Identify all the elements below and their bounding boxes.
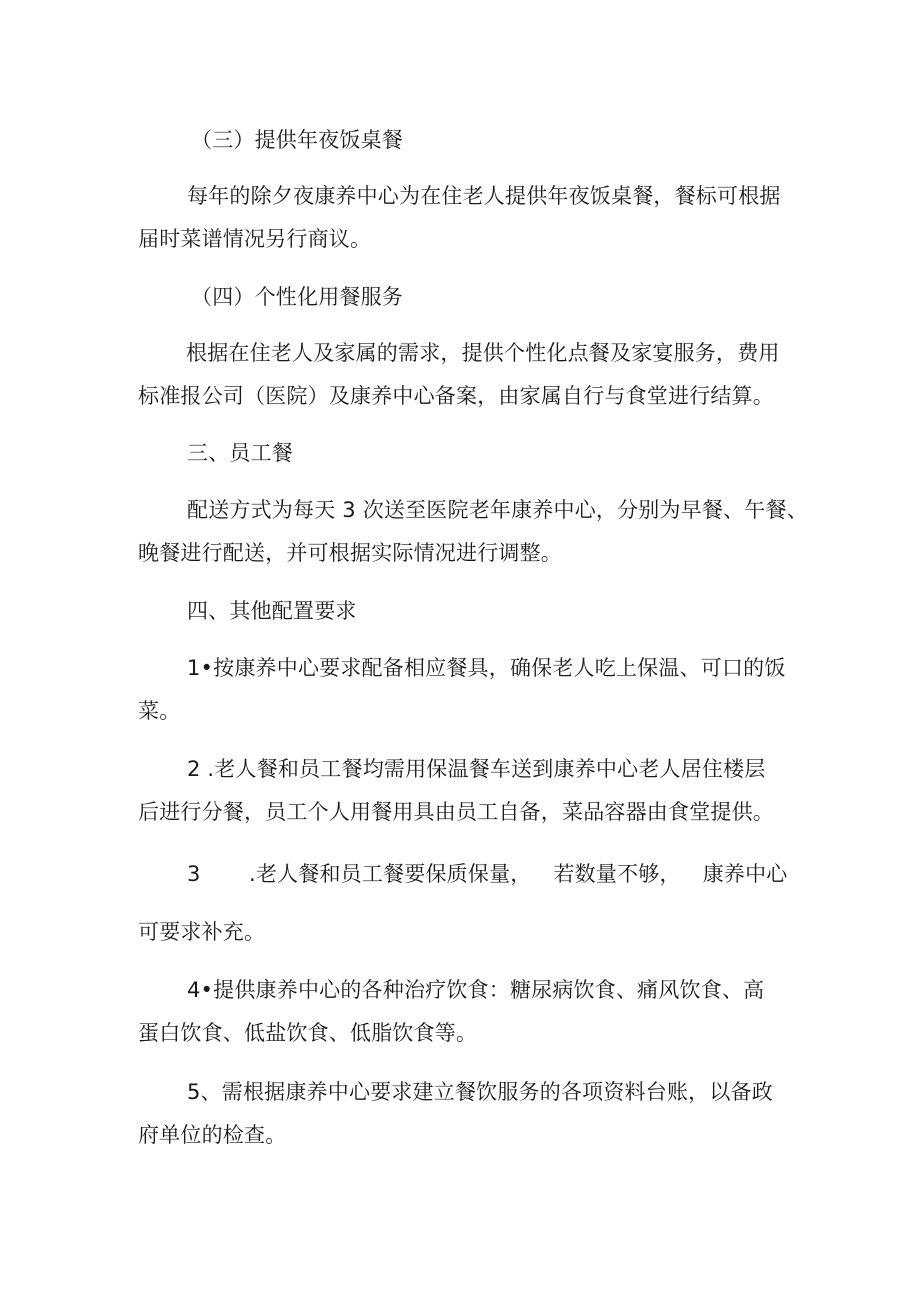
section-4-heading: （四）个性化用餐服务 [191, 285, 403, 309]
item-3-line-2: 可要求补充。 [138, 920, 266, 944]
item-3-line-1 [187, 860, 788, 888]
item-1-line-2: 菜。 [138, 699, 181, 723]
section-3-heading: （三）提供年夜饭桌餐 [191, 128, 403, 152]
item-4-line-2: 蛋白饮食、低盐饮食、低脂饮食等。 [138, 1021, 478, 1045]
section-3-paragraph-line-1: 每年的除夕夜康养中心为在住老人提供年夜饭桌餐，餐标可根据 [187, 184, 781, 208]
part-4-heading: 四、其他配置要求 [187, 599, 357, 623]
section-4-paragraph-line-1: 根据在住老人及家属的需求，提供个性化点餐及家宴服务，费用 [186, 341, 780, 365]
item-2-line-1: 2 .老人餐和员工餐均需用保温餐车送到康养中心老人居住楼层 [187, 757, 766, 781]
part-3-heading: 三、员工餐 [187, 441, 293, 465]
item-5-line-1: 5、需根据康养中心要求建立餐饮服务的各项资料台账，以备政 [187, 1080, 773, 1104]
item-3-text-c: 康养中心 [702, 862, 788, 886]
section-4-paragraph-line-2: 标准报公司（医院）及康养中心备案，由家属自行与食堂进行结算。 [138, 384, 774, 408]
part-3-paragraph-line-2: 晚餐进行配送，并可根据实际情况进行调整。 [138, 541, 562, 565]
item-2-line-2: 后进行分餐，员工个人用餐用具由员工自备，菜品容器由食堂提供。 [138, 800, 774, 824]
item-3-number: 3 [187, 862, 201, 886]
item-4-line-1: 4•提供康养中心的各种治疗饮食：糖尿病饮食、痛风饮食、高 [187, 978, 765, 1002]
item-3-text-b: 若数量不够， [553, 862, 681, 886]
section-3-paragraph-line-2: 届时菜谱情况另行商议。 [138, 227, 372, 251]
item-1-line-1: 1•按康养中心要求配备相应餐具，确保老人吃上保温、可口的饭 [187, 656, 786, 680]
part-3-paragraph-line-1: 配送方式为每天 3 次送至医院老年康养中心，分别为早餐、午餐、 [187, 498, 808, 522]
item-3-text-a: .老人餐和员工餐要保质保量， [249, 862, 532, 886]
item-5-line-2: 府单位的检查。 [138, 1123, 287, 1147]
